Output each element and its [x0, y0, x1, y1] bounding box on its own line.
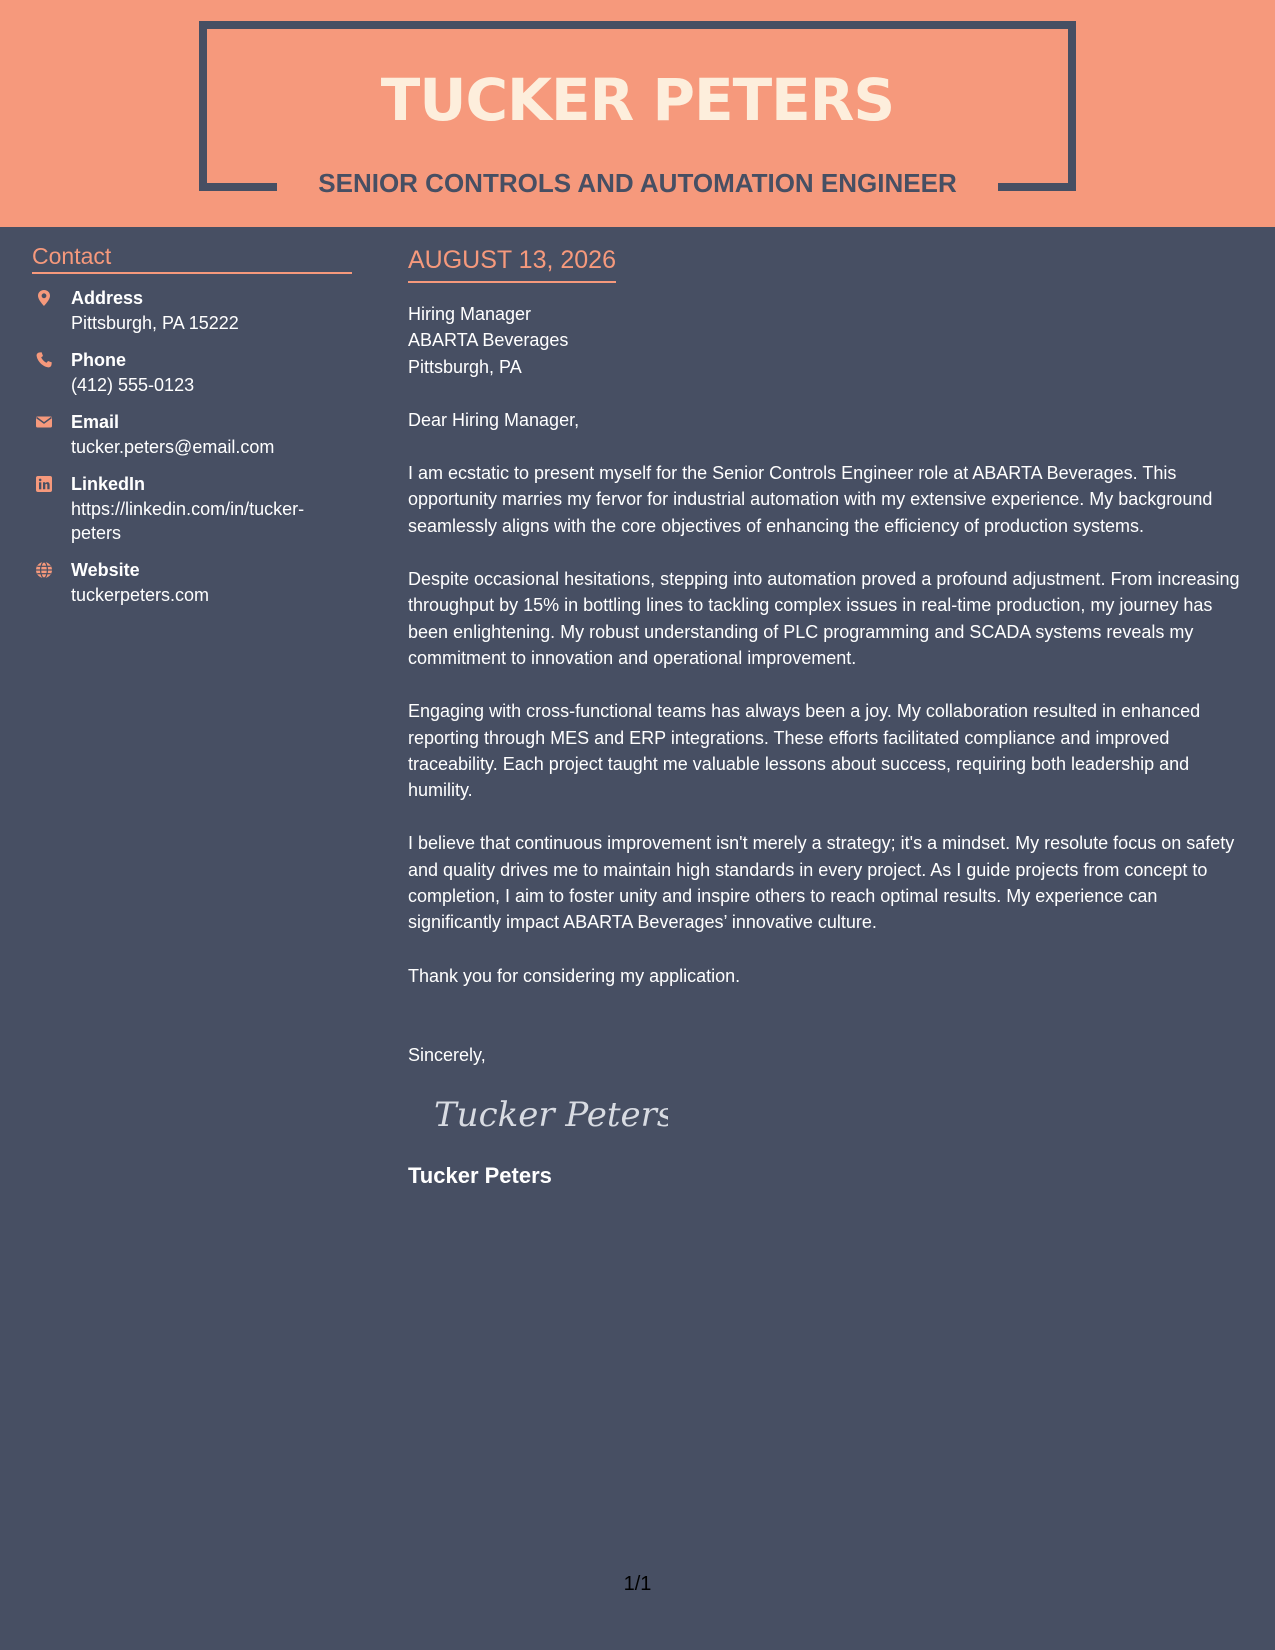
- header-banner: [0, 0, 1275, 227]
- closing: Sincerely,: [408, 1044, 486, 1065]
- recipient-line: ABARTA Beverages: [408, 330, 569, 351]
- signature-text: Tucker Peters: [434, 1095, 668, 1136]
- paragraph: I believe that continuous improvement isn't merely a strategy; it's a mindset. My resolute focus on safety and quality drives me to maintain high standards in every project. As I guide projects from concept to completion, I aim to foster unity and inspire others to reach optimal results. My experience can significantly impact ABARTA Beverages’ innovative culture.: [408, 833, 1235, 933]
- map-pin-icon: [35, 289, 53, 307]
- contact-label: Website: [71, 560, 140, 580]
- contact-label: Phone: [71, 350, 127, 370]
- paragraph: Engaging with cross-functional teams has always been a joy. My collaboration resulted in enhanced reporting through MES and ERP integrations. These efforts facilitated compliance and improved traceability. Each project taught me valuable lessons about success, requiring both leadership and humility.: [408, 701, 1201, 801]
- signed-name: Tucker Peters: [408, 1163, 552, 1189]
- contact-item-website: [32, 558, 352, 607]
- contact-value[interactable]: https://linkedin.com/in/tucker- peters: [71, 499, 305, 543]
- applicant-name: TUCKER PETERS: [380, 66, 895, 134]
- recipient-line: Pittsburgh, PA: [408, 356, 522, 377]
- contact-item-email: [32, 410, 352, 459]
- page-number: 1/1: [623, 1573, 652, 1595]
- header-frame-corner-left: [199, 183, 277, 191]
- contact-value: Pittsburgh, PA 15222: [71, 313, 239, 333]
- contact-item-phone: [32, 348, 352, 397]
- contact-sidebar: [32, 242, 352, 607]
- contact-label: Email: [71, 412, 120, 432]
- contact-value: (412) 555-0123: [71, 375, 195, 395]
- paragraph: Thank you for considering my application.: [408, 965, 741, 986]
- salutation: Dear Hiring Manager,: [408, 409, 580, 430]
- recipient-line: Hiring Manager: [408, 304, 532, 324]
- contact-heading: Contact: [32, 242, 352, 274]
- paragraph: I am ecstatic to present myself for the Senior Controls Engineer role at ABARTA Beverages. This opportunity marries my fervor for industrial automation with my extensive experience. My background seamlessly aligns with the core objectives of enhancing the efficiency of production systems.: [408, 463, 1213, 536]
- contact-value: tucker.peters@email.com: [71, 437, 275, 457]
- letter-body: [408, 243, 1248, 1190]
- contact-label: Address: [71, 288, 144, 308]
- letter-date: AUGUST 13, 2026: [408, 243, 616, 283]
- paragraph: Despite occasional hesitations, stepping into automation proved a profound adjustment. From increasing throughput by 15% in bottling lines to tackling complex issues in real-time production, my journey has been enlightening. My robust understanding of PLC programming and SCADA systems reveals my commitment to innovation and operational improvement.: [408, 569, 1240, 668]
- contact-item-linkedin: [32, 472, 352, 545]
- globe-icon: [35, 561, 53, 579]
- envelope-icon: [35, 413, 53, 431]
- linkedin-icon: [35, 475, 53, 493]
- signature: [428, 1086, 1248, 1142]
- phone-icon: [35, 351, 53, 369]
- contact-value[interactable]: tuckerpeters.com: [71, 585, 210, 605]
- contact-item-address: [32, 286, 352, 335]
- contact-label: LinkedIn: [71, 474, 146, 494]
- job-title: SENIOR CONTROLS AND AUTOMATION ENGINEER: [318, 168, 957, 198]
- recipient-block: [408, 301, 1248, 380]
- header-frame-corner-right: [998, 183, 1076, 191]
